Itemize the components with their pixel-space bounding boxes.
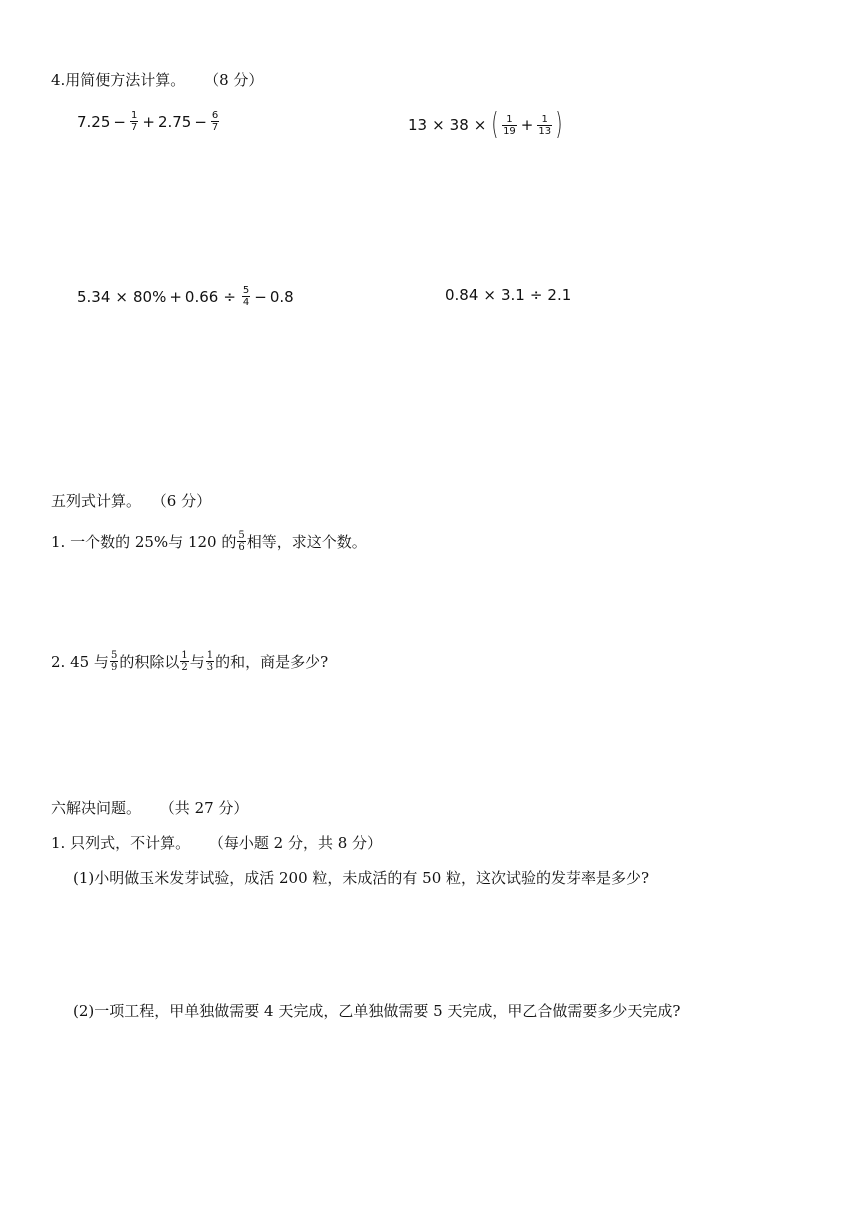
minus-sign: − (254, 287, 267, 306)
times-sign: × (432, 116, 445, 134)
question-text: 2. 45 与 (51, 652, 109, 671)
section-5-heading (51, 491, 211, 511)
question-6-1-1: (1)小明做玉米发芽试验，成活 200 粒，未成活的有 50 粒，这次试验的发芽率是多少? (73, 869, 650, 887)
fraction-1-19 (502, 114, 517, 137)
right-parenthesis: ) (555, 107, 563, 142)
section-6-heading (51, 798, 248, 818)
section-5-score: （6 分） (151, 492, 212, 510)
question-6-1 (51, 833, 382, 853)
times-sign: × (473, 116, 487, 134)
expr3-term-a: 5.34 (77, 287, 111, 306)
numerator: 5 (242, 285, 250, 296)
divide-sign: ÷ (223, 287, 236, 306)
fraction-5-9 (110, 650, 118, 673)
question-5-1 (51, 530, 367, 553)
expr3-term-d: 0.8 (269, 287, 294, 306)
question-6-1-2: (2)一项工程，甲单独做需要 4 天完成，乙单独做需要 5 天完成，甲乙合做需要多少天完成? (73, 1002, 681, 1020)
expression-4 (445, 285, 571, 305)
question-5-2 (51, 650, 328, 673)
denominator: 4 (242, 297, 250, 308)
numerator: 6 (211, 110, 219, 121)
section-4-heading (51, 70, 263, 90)
denominator: 6 (238, 542, 245, 553)
expr1-term-a: 7.25 (77, 112, 111, 131)
section-4-title: 4.用简便方法计算。 (51, 71, 186, 89)
numerator: 1 (506, 113, 513, 125)
expr2-term-b: 38 (449, 116, 469, 134)
minus-sign: − (113, 112, 126, 131)
times-sign: × (483, 286, 496, 304)
question-text: 的和，商是多少? (215, 652, 329, 671)
numerator: 1 (206, 650, 214, 661)
denominator: 3 (206, 662, 214, 673)
fraction-1-3 (206, 650, 214, 673)
times-sign: × (115, 287, 128, 306)
question-text: 1. 只列式，不计算。 (51, 834, 191, 852)
numerator: 1 (130, 110, 138, 121)
left-parenthesis: ( (491, 107, 499, 142)
denominator: 7 (211, 122, 219, 133)
expr4-term-b: 3.1 (500, 286, 525, 304)
denominator: 2 (181, 662, 188, 673)
section-6-title: 六解决问题。 (51, 799, 142, 817)
expr4-term-c: 2.1 (547, 286, 572, 304)
expression-1 (77, 110, 220, 133)
denominator: 7 (130, 122, 138, 133)
expr2-term-a: 13 (408, 116, 428, 134)
expr1-term-b: 2.75 (157, 112, 192, 131)
section-5-title: 五列式计算。 (51, 492, 142, 510)
question-text: 1. 一个数的 25%与 120 的 (51, 532, 237, 551)
question-text: 与 (189, 652, 205, 671)
question-text: 相等，求这个数。 (246, 532, 367, 551)
fraction-1-13 (537, 114, 552, 137)
numerator: 5 (110, 650, 118, 661)
numerator: 5 (238, 530, 245, 541)
expression-2 (408, 107, 565, 142)
denominator: 13 (538, 125, 552, 137)
section-6-score: （共 27 分） (159, 799, 249, 817)
expr3-term-c: 0.66 (184, 287, 219, 306)
denominator: 9 (110, 662, 118, 673)
plus-sign: + (142, 112, 155, 131)
expression-3 (77, 285, 294, 308)
numerator: 1 (541, 113, 548, 125)
expr3-term-b: 80% (132, 287, 167, 306)
question-score: （每小题 2 分，共 8 分） (208, 834, 383, 852)
divide-sign: ÷ (529, 286, 543, 304)
fraction-1-7 (130, 110, 138, 133)
fraction-6-7 (211, 110, 219, 133)
fraction-5-6 (237, 530, 245, 553)
plus-sign: + (169, 287, 182, 306)
fraction-5-4 (242, 285, 250, 308)
fraction-1-2 (180, 650, 188, 673)
minus-sign: − (194, 112, 207, 131)
denominator: 19 (503, 125, 516, 137)
question-text: 的积除以 (119, 652, 180, 671)
numerator: 1 (181, 650, 188, 661)
expr4-term-a: 0.84 (445, 286, 479, 304)
section-4-score: （8 分） (204, 71, 264, 89)
plus-sign: + (520, 116, 534, 134)
